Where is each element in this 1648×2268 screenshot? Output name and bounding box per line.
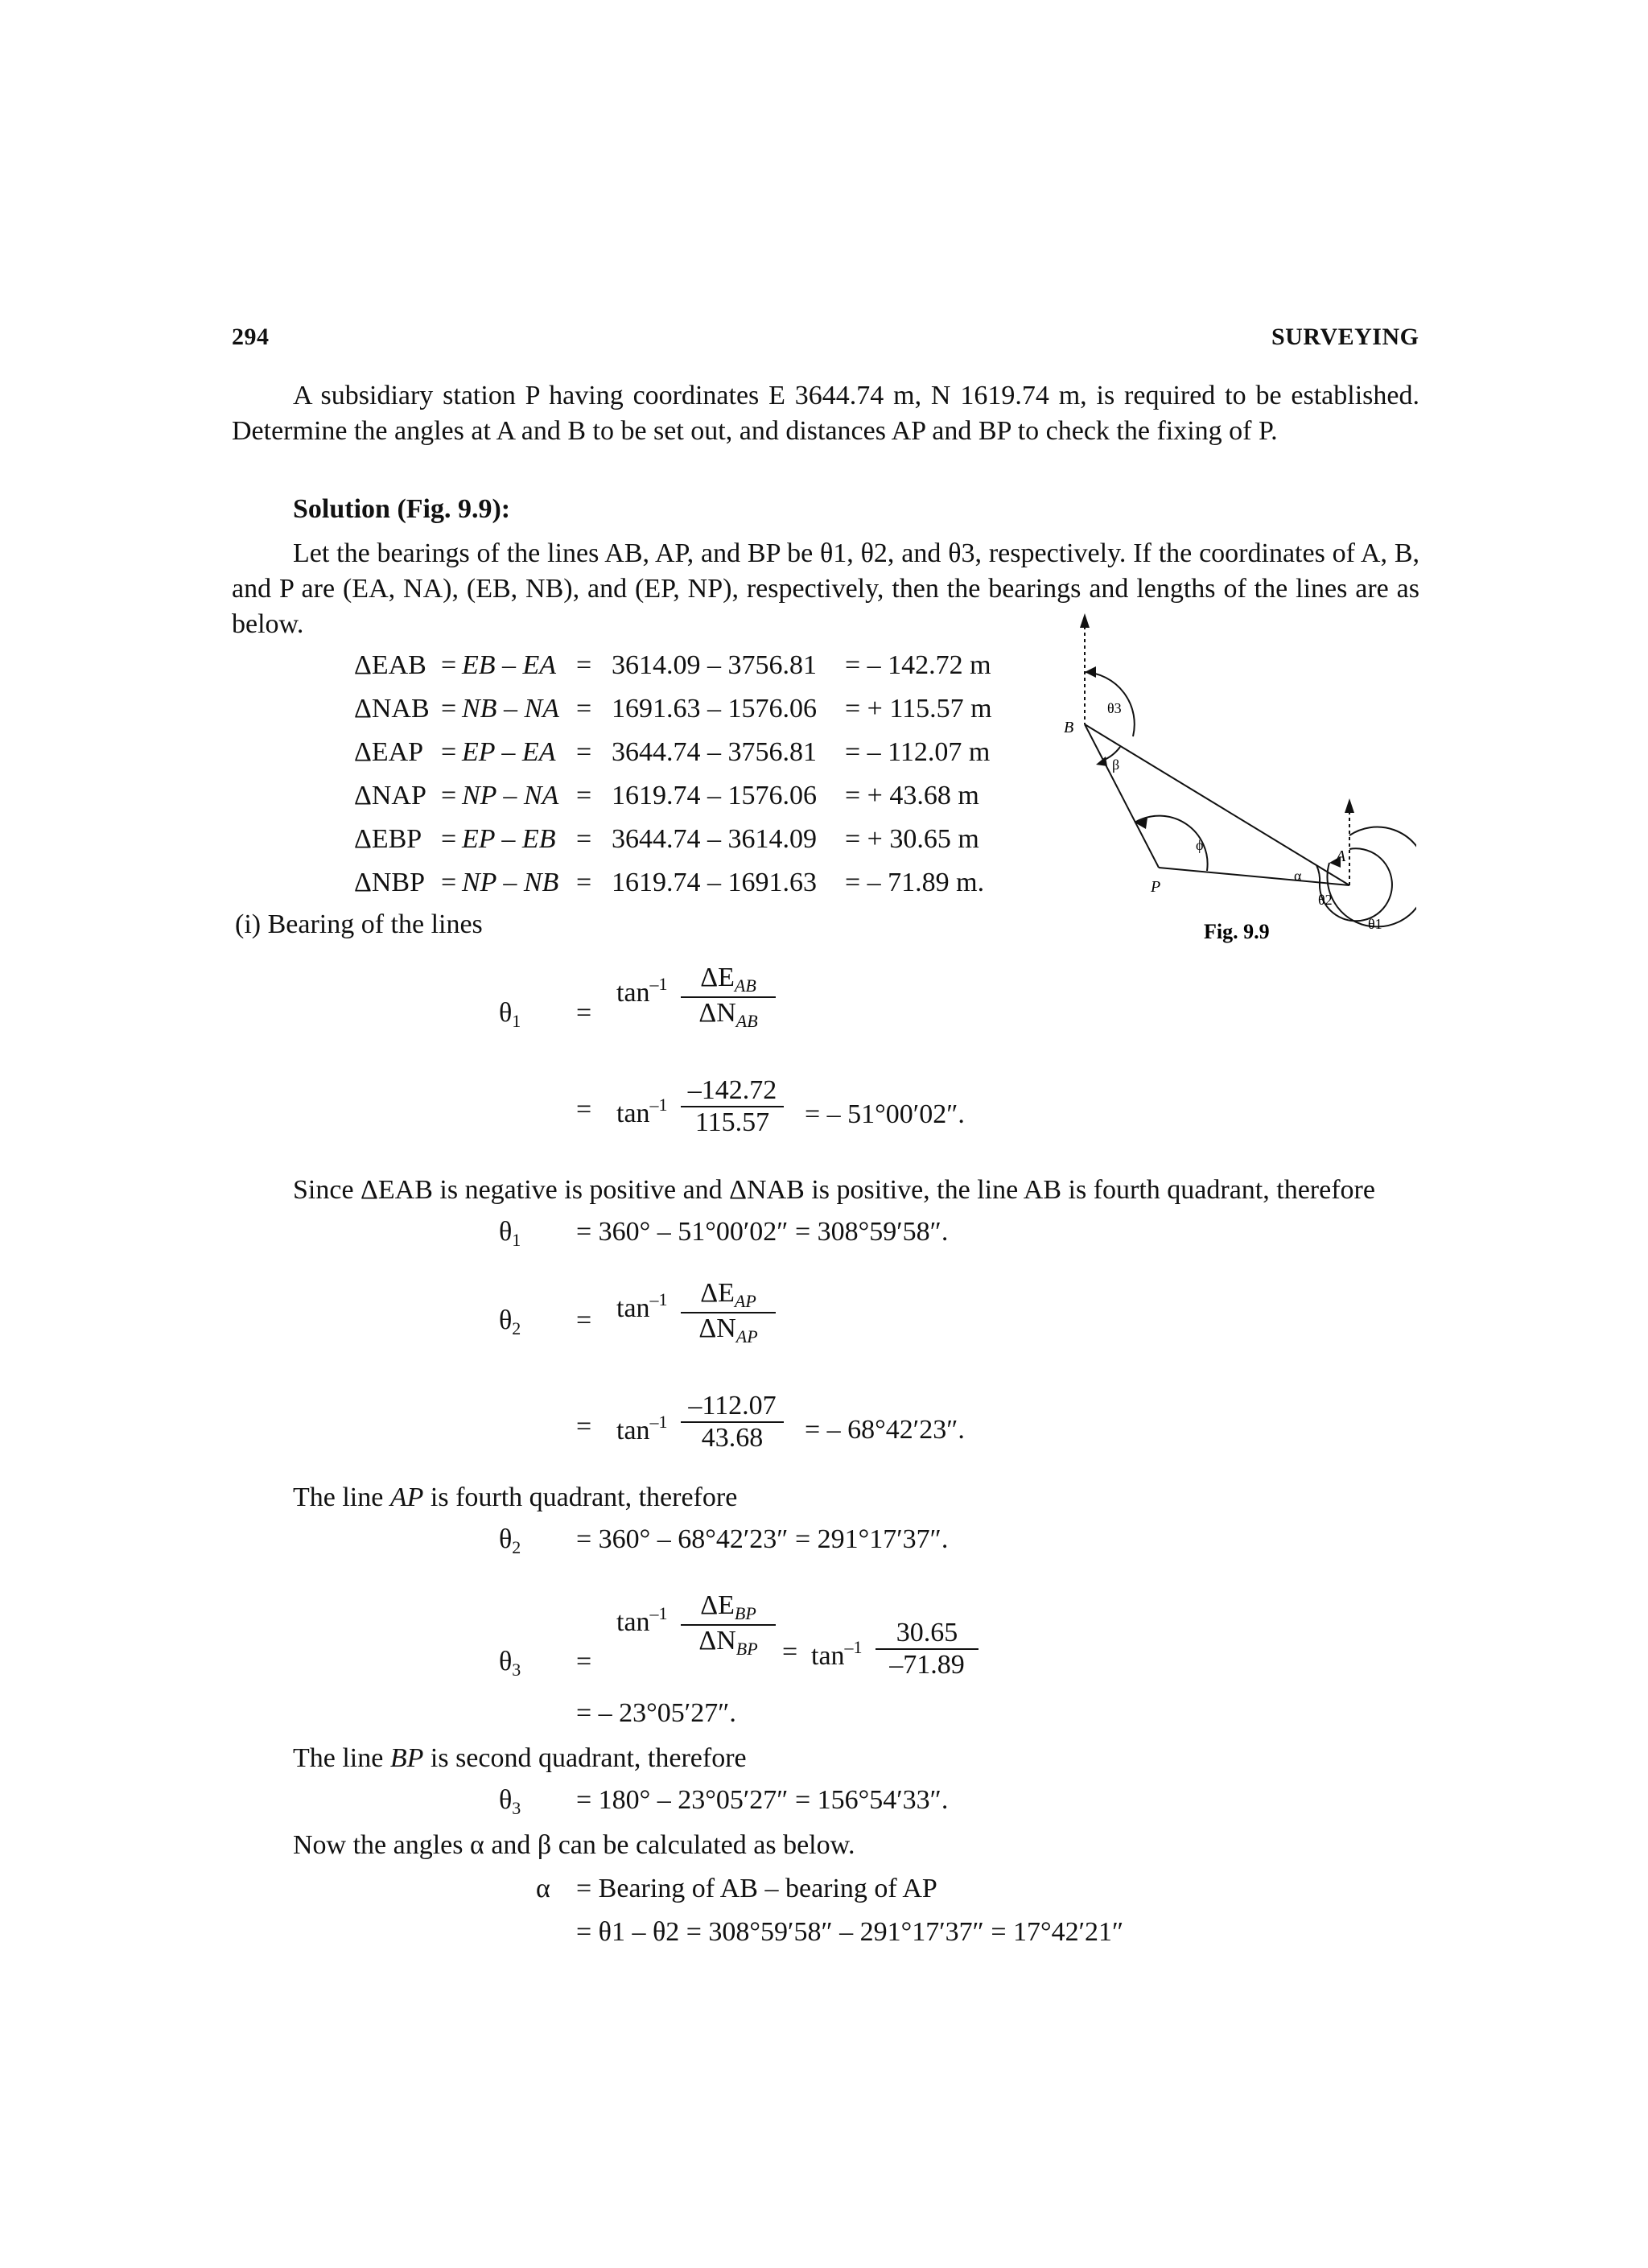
diff-calc-1: 3614.09 – 3756.81 — [612, 650, 817, 680]
diff-lhs-2: ΔNAB — [354, 694, 430, 724]
diff-def-5: EP – EB — [462, 824, 556, 854]
alpha-line-1: = Bearing of AB – bearing of AP — [576, 1874, 937, 1903]
diff-lhs-1: ΔEAB — [354, 650, 426, 680]
diff-res-3: = – 112.07 m — [845, 737, 991, 767]
diff-def-4: NP – NA — [462, 781, 559, 810]
label-p: P — [1151, 878, 1161, 896]
label-phi: ϕ — [1196, 837, 1204, 853]
label-a: A — [1336, 847, 1346, 865]
line-ab — [1085, 724, 1349, 885]
label-alpha: α — [1294, 868, 1302, 884]
problem-text: A subsidiary station P having coordinates E 3644.74 m, N 1619.74 m, is required to be established. Determine the angles at A and B to be set out, and distances AP and BP to check the fixing of P. — [232, 381, 1419, 446]
diff-lhs-3: ΔEAP — [354, 737, 424, 767]
theta2-arc — [1320, 848, 1392, 921]
diff-def-1: EB – EA — [462, 650, 557, 680]
theta1-note: Since ΔEAB is negative is positive and ΔNAB is positive, the line AB is fourth quadrant, therefore — [293, 1175, 1375, 1205]
theta2-note: The line AP is fourth quadrant, therefore — [293, 1482, 738, 1512]
section-i-heading: (i) Bearing of the lines — [235, 909, 483, 939]
theta3-result: = – 23°05′27″. — [576, 1698, 736, 1728]
diff-calc-4: 1619.74 – 1576.06 — [612, 781, 817, 810]
north-arrow-a-icon — [1345, 798, 1354, 813]
label-theta2: θ2 — [1318, 892, 1333, 908]
alpha-line-2: = θ1 – θ2 = 308°59′58″ – 291°17′37″ = 17°42′21″ — [576, 1917, 1124, 1947]
label-theta1: θ1 — [1368, 916, 1382, 932]
diff-calc-3: 3644.74 – 3756.81 — [612, 737, 817, 767]
diff-res-5: = + 30.65 m — [845, 824, 979, 854]
diff-lhs-5: ΔEBP — [354, 824, 422, 854]
diff-def-6: NP – NB — [462, 868, 559, 897]
page: 294 SURVEYING A subsidiary station P having coordinates E 3644.74 m, N 1619.74 m, is required to be established. Determine the angles at A and B to be set out, and distances AP and BP to check the fixing of P. Solution (Fig. 9.9): Let the bearings of the lines AB, AP, and BP be θ1, θ2, and θ3, respectively. If the coordinates of A, B, and P are (EA, NA), (EB, NB), and (EP, NP), respectively, then the bearings and lengths of the lines are as below. ΔEAB = EB – EA = 3614.09 – 3756.81 = – 142.72 m ΔNAB = NB – NA = 1691.63 – 1576.06 = + 115.57 m ΔEAP = EP – EA = 3644.74 – 3756.81 = – 112.07 m ΔNAP = NP – NA = 1619.74 – 1576.06 = + 43.68 m ΔEBP = EP – EB = 3644.74 – 3614.09 = + 30.65 m ΔNBP = NP – NB = 1619.74 – 1691.63 = – 71.89 m. (i) Bearing of the lines B P A θ3 β ϕ α θ2 θ1 Fig. 9.9 $\theta_1$ = $\tan^{-1}$ $\Delta E_{AB}$ $\Delta N_{AB}$ = $\tan^{-1}$ $\frac{-142.72}{115.57}$ = – 51°00′02″. Since ΔEAB is negative is positive and ΔNAB is positive, the line AB is fourth quadrant, therefore $\theta_1$ = 360° – 51°00′02″ = 308°59′58″. $\theta_2$ = $\tan^{-1}$ $\Delta E_{AP}$ $\Delta N_{AP}$ = $\tan^{-1}$ $\frac{-112.07}{43.68}$ = – 68°42′23″. The line AP is fourth quadrant, therefore $\theta_2$ = 360° – 68°42′23″ = 291°17′37″. $\tan^{-1}$ $\Delta E_{BP}$ $\Delta N_{BP}$ $\theta_3$ = = $\tan^{-1}$ $\frac{30.65}{-71.89}$ = – 23°05′27″. The line BP is second quadrant, therefore $\theta_3$ = 180° – 23°05′27″ = 156°54′33″. Now the angles α and β can be calculated as below. α = Bearing of AB – bearing of AP = θ1 – θ2 = 308°59′58″ – 291°17′37″ = 17°42′21″ — [0, 0, 1648, 2268]
north-arrow-b-icon — [1080, 613, 1090, 628]
figure-caption: Fig. 9.9 — [1204, 920, 1270, 943]
label-b: B — [1064, 719, 1074, 736]
theta2-result: = – 68°42′23″. — [805, 1415, 965, 1445]
theta1-arc — [1327, 827, 1416, 927]
diff-lhs-6: ΔNBP — [354, 868, 426, 897]
label-beta: β — [1112, 757, 1120, 773]
line-bp — [1085, 724, 1159, 868]
theta3-ratio: $\Delta E_{BP}$ $\Delta N_{BP}$ — [681, 1590, 776, 1660]
theta3-arrow-icon — [1085, 666, 1096, 678]
theta1-result: = – 51°00′02″. — [805, 1099, 965, 1129]
diff-res-1: = – 142.72 m — [845, 650, 991, 680]
diff-def-2: NB – NA — [462, 694, 559, 724]
diff-calc-5: 3644.74 – 3614.09 — [612, 824, 817, 854]
angles-intro: Now the angles α and β can be calculated as below. — [293, 1830, 855, 1860]
label-theta3: θ3 — [1107, 700, 1122, 716]
theta2-ratio: $\Delta E_{AP}$ $\Delta N_{AP}$ — [681, 1278, 776, 1347]
diff-def-3: EP – EA — [462, 737, 556, 767]
diff-calc-2: 1691.63 – 1576.06 — [612, 694, 817, 724]
diff-res-6: = – 71.89 m. — [845, 868, 985, 897]
solution-heading: Solution (Fig. 9.9): — [293, 494, 511, 524]
diff-res-4: = + 43.68 m — [845, 781, 979, 810]
theta2-values: $\frac{-112.07}{43.68}$ — [681, 1391, 784, 1454]
figure-9-9 — [1046, 612, 1416, 950]
running-title: SURVEYING — [1271, 324, 1419, 350]
theta3-final: = 180° – 23°05′27″ = 156°54′33″. — [576, 1785, 949, 1815]
line-ap — [1159, 868, 1349, 885]
page-number: 294 — [232, 324, 270, 350]
intro-text: Let the bearings of the lines AB, AP, and BP be θ1, θ2, and θ3, respectively. If the coordinates of A, B, and P are (EA, NA), (EB, NB), and (EP, NP), respectively, then the bearings and lengths of the lines are as below. — [232, 538, 1419, 639]
problem-paragraph — [232, 378, 1419, 449]
theta1-final: = 360° – 51°00′02″ = 308°59′58″. — [576, 1217, 949, 1247]
diff-lhs-4: ΔNAP — [354, 781, 426, 810]
diff-res-2: = + 115.57 m — [845, 694, 992, 724]
theta1-ratio: $\Delta E_{AB}$ $\Delta N_{AB}$ — [681, 963, 776, 1032]
theta3-values: $\frac{30.65}{-71.89}$ — [876, 1618, 978, 1680]
theta3-note: The line BP is second quadrant, therefore — [293, 1743, 747, 1773]
diff-calc-6: 1619.74 – 1691.63 — [612, 868, 817, 897]
theta1-values: $\frac{-142.72}{115.57}$ — [681, 1075, 784, 1138]
theta2-final: = 360° – 68°42′23″ = 291°17′37″. — [576, 1524, 949, 1554]
